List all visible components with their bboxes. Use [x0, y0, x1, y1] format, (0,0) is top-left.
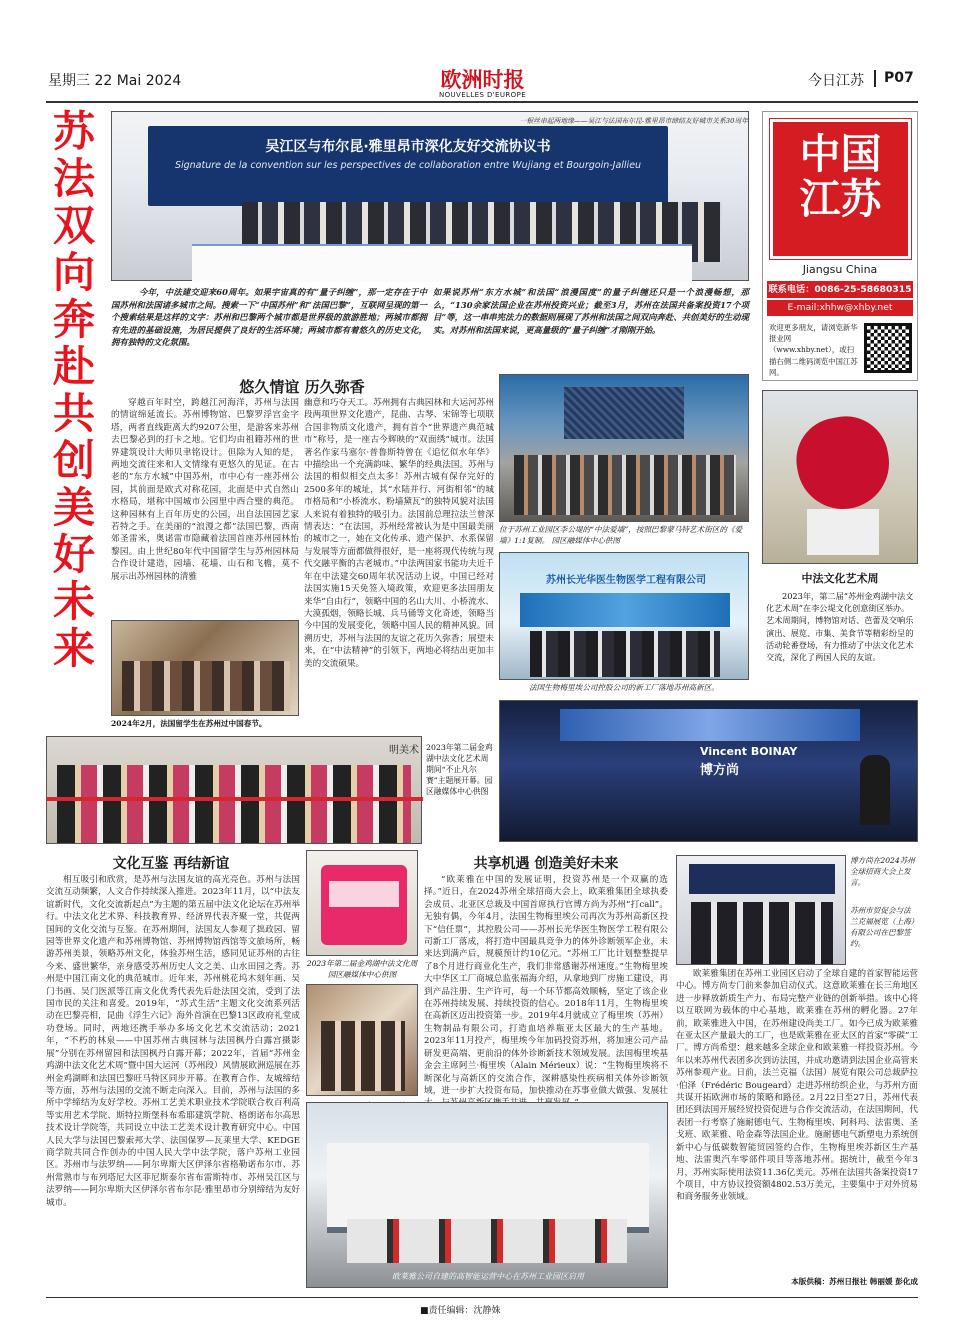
contact-email[interactable]: E-mail:xhhw@xhby.net — [767, 300, 913, 316]
header-rule — [46, 101, 918, 103]
factory-photo — [499, 552, 749, 680]
warehouse-caption: 欧莱雅公司自建的高智能运营中心在苏州工业园区启用 — [392, 1272, 584, 1281]
header — [0, 0, 965, 100]
qr-code-icon[interactable] — [864, 323, 912, 373]
love-wall-caption: 位于苏州工业园区李公堤的“中法爱墙”，按照巴黎蒙马特艺术街区的《爱墙》1:1复制。 园区融媒体中心供图 — [499, 525, 743, 545]
students-caption: 2024年2月，法国留学生在苏州过中国春节。 — [111, 719, 267, 728]
ribbon — [47, 797, 423, 801]
warehouse-photo — [306, 1102, 668, 1288]
factory-guests — [530, 631, 720, 677]
signing-photo — [676, 855, 846, 965]
investor-name: Vincent BOINAY — [700, 745, 798, 758]
jiangsu-box — [762, 111, 918, 381]
crowd — [514, 455, 736, 515]
opening-caption: 2023年第二届金鸡湖中法文化艺术周期间“不止凡尔赛”主题展开幕。园区融媒体中心供图 — [426, 743, 493, 796]
students-group — [122, 661, 290, 711]
opening-label: 明美术 — [389, 745, 419, 756]
welcome-text: 欢迎更多朋友，请浏览新华报业网（www.xhby.net），或扫描右侧二维码浏览中国江苏网。 — [769, 323, 858, 377]
art-week-text: 2023年，第二届“苏州金鸡湖中法文化艺术周”在李公堤文化创意街区举办。艺术周期间，博物馆对话、芭蕾及交响乐演出、展览、市集、美食节等精彩纷呈的活动轮番登场，有力推动了中法文化艺术交流，深化了两国人民的友谊。 — [766, 591, 914, 663]
sculpture-base — [807, 509, 879, 555]
art-week-photo — [762, 390, 918, 564]
header-date: 星期三 22 Mai 2024 — [48, 73, 182, 89]
shop-people — [321, 1021, 405, 1091]
banner-table — [192, 244, 692, 282]
art-week-title: 中法文化艺术周 — [801, 572, 879, 585]
section2-heading: 文化互鉴 再结新谊 — [112, 856, 230, 872]
intro-right: 如果说苏州“东方水城”和法国“浪漫国度”的量子纠缠还只是一个浪漫畅想，那么，“130余家法国企业在苏州投资兴业；截至3月，苏州在法国共备案投资17个项目”等，这一串串宪法力的数据则展现了苏州和法国之间双向奔赴、共创美好的生动现实。对苏州和法国来说，更高量级的“量子纠缠”才刚刚开始。 — [433, 287, 749, 335]
side-title — [46, 108, 102, 733]
logo-cn: 欧洲时报 — [440, 67, 525, 92]
heart-sculpture — [790, 410, 897, 517]
banner-slogan: 一根丝串起两地缘——吴江与法国布尔昆-雅里昂市缔结友好城市关系30周年 — [519, 117, 748, 125]
investor-photo — [499, 700, 918, 842]
jiangsu-logo — [770, 119, 911, 259]
page-credit: 本版供稿：苏州日报社 韩丽媛 彭化成 — [791, 1277, 918, 1286]
section1-heading: 悠久情谊 历久弥香 — [239, 378, 365, 396]
investor-screen — [560, 709, 860, 741]
section1-col2: 幽意和巧夺天工。苏州拥有古典园林和大运河苏州段两项世界文化遗产，昆曲、古琴、宋锦等七项联合国非物质文化遗产，拥有首个“世界遗产典范城市”称号，是一座古今辉映的“双面绣”城市。法国著名作家马塞尔·普鲁斯特曾在《追忆似水年华》中描绘出一个充满韵味、繁华的经典法国。苏州与法国的相似相交点太多！苏州古城有保存完好的2500多年的城址，其“水陆并行、河街相邻”的城市格局和“小桥流水、粉墙黛瓦”的独特风貌对法国人来说有着独特的吸引力。法国前总理拉法兰曾深情表达：“在法国，苏州经常被认为是中国最美丽的城市之一，她在文化传承、遗产保护、水系保留与发展等方面都做得很好，是一座将现代传统与现代交融平衡的古老城市。”中法两国家书能功夫近千年在中法建交60周年状况活动上说，中国已经对法国实施15天免签入境政策，欢迎更多法国朋友来华“自由行”，领略中国的名山大川、小桥流水、大漠孤烟，领略长城、兵马俑等文化奇迹，领略当今中国的发展变化，领略中国人民的精神风貌。回溯历史，苏州与法国的友谊之花历久弥香；展望未来，在“中法精神”的引领下，两地必将结出更加丰美的交流硕果。 — [304, 398, 494, 669]
factory-backdrop — [520, 593, 730, 627]
sign-caption: 苏州市贸促会与法兰克福展览（上海）有限公司在巴黎签约。 — [850, 906, 915, 948]
shop-photo — [306, 984, 418, 1096]
footer-rule — [46, 1297, 918, 1298]
footer-editor: ■责任编辑：沈静姝 — [420, 1306, 501, 1316]
banner-board-cn: 吴江区与布尔昆·雅里昂市深化友好交流协议书 — [265, 139, 551, 155]
intro-left: 今年，中法建交迎来60周年。如果宇宙真的有“量子纠缠”，那一定存在于中国苏州和法国诸多城市之间。搜索一下“中国苏州”和“法国巴黎”，互联网呈现的第一个搜索结果是这样的文字：苏州和巴黎两个城市都是世界级的旅游胜地；两城市都拥有先进的基础设施，为居民提供了良好的生活环境；两城市都有着悠久的历史文化，拥有独特的文化氛围。 — [111, 287, 427, 348]
investor-name-cn: 博方尚 — [700, 763, 740, 778]
logo-fr: NOUVELLES D'EUROPE — [438, 91, 527, 99]
opening-photo — [46, 736, 422, 844]
love-wall-photo — [499, 374, 749, 522]
students-photo — [111, 620, 299, 716]
section3-text: “欧莱雅在中国的发展证明，投资苏州是一个双赢的选择。”近日，在2024苏州全球招商大会上，欧莱雅集团全球执委会成员、北亚区总裁及中国首席执行官博方尚为苏州“打call”。无独有偶，今年4月，法国生物梅里埃公司再次为苏州高新区投下“信任票”，其控股公司——苏州长光华医生物医学工程有限公司新工厂落成，将打造中国最具竞争力的体外诊断领军企业，未来达到满产后，规模预计约10亿元。“苏州工厂比计划整整提早了8个月进行商业化生产，我们非常感谢苏州速度。”生物梅里埃大中华区工厂商城总监张福海介绍，从拿地到厂房施工建设，再到产品注册、生产许可，每一个环节都高效顺畅，坚定了该企业在苏州持续发展、持续投资的信心。2018年11月，生物梅里埃在高新区迈出投资第一步。2019年4月就成立了梅里埃（苏州）生物制品有限公司，打造血培养瓶亚太区最大的生产基地。2023年11月投产，梅里埃今年加码投资苏州，将加速公司产品研发更高端、更前沿的体外诊断新技术领域发展。法国梅里埃基金会主席阿兰·梅里埃（Alain Mérieux）说：“生物梅里埃将不断深化与高新区的交流合作，深耕感染性疾病相关体外诊断领域，进一步扩大投资布局，加快推动在苏事业做大做强、发展壮 — [424, 875, 668, 1096]
jiangsu-en: Jiangsu China — [802, 263, 878, 276]
stall-photo — [306, 850, 418, 956]
banner-board-fr: Signature de la convention sur les perspectives de collaboration entre Wujiang et Bourgoin-Jallieu — [174, 160, 642, 171]
jiangsu-cn: 中国江苏 — [799, 130, 882, 223]
banner-board — [148, 126, 668, 206]
stall-caption: 2023年第二届金鸡湖中法文化周 园区融媒体中心供图 — [306, 959, 418, 979]
side-title-text: 苏法双向奔赴 共创美好未来 — [52, 107, 95, 673]
investor-caption: 博方尚在2024苏州全球招商大会上发言。 — [850, 856, 915, 887]
section-name: 今日江苏 — [808, 73, 864, 89]
warehouse-trucks — [347, 1219, 627, 1263]
contact-phone: 联系电话：0086-25-58680315 — [767, 281, 913, 298]
page-number: P07 — [884, 70, 914, 86]
factory-sign: 苏州长光华医生物医学工程有限公司 — [546, 575, 706, 586]
stage-speaker — [860, 755, 890, 825]
opening-people — [57, 765, 411, 843]
section3-heading: 共享机遇 创造美好未来 — [473, 856, 619, 872]
stall-window — [329, 881, 399, 907]
banner-photo — [111, 111, 749, 281]
signing-people — [691, 902, 833, 964]
love-wall — [564, 387, 684, 439]
section3-continued: 欧莱雅集团在苏州工业园区启动了全球自建的首家智能运营中心。博方尚专门前来参加启动仪式。这意欧莱雅在长三角地区进一步释放新质生产力、布局完整产业链的创新举措。该中心将以互联网为载体的中心基地，欧莱雅在苏州的孵化器。27年前，欧莱雅进入中国，在苏州建设尚美工厂。如今已成为欧莱雅在亚太区产量最大的工厂，也是欧莱雅在亚太区的首家“零碳”工厂。博方尚希望：越来越多全球企业和欧莱雅一样投资苏州。今年以来苏州代表团多次到访法国，并成功邀请到法国企业高管来苏州参观产业。日前，法兰克福（法国）展览有限公司总裁萨拉·伯泽（Frédéric Bougeard）走进苏州纺织企业，与苏州方面共谋开拓欧洲市场的策略和路径。2月22日至27日，苏州代表团还到法国开展经贸投资促进与合作交流活动，在法国期间，代表团一行考察了施耐德电气、生物梅里埃、阿科玛、法雷奥、圣戈班、欧莱雅、哈金森等法国企业。施耐德电气新塑电力系统创新中心与低碳数智能贸园签约合作，生物梅里埃苏新区生产基地、法雷奥汽车零部件项目等落地苏州。据统计，截至今年3月，苏州实际使用法资11.36亿美元。苏州在法国共备案投资17个项目，中方协议投资额4802.53万美元，主要集中于对外贸易和商务服务业领域。 — [676, 969, 918, 1203]
section1-col1: 穿越百年时空，跨越江河海洋，苏州与法国的情谊绵延流长。苏州博物馆、巴黎罗浮宫金字塔，两者直线距离大约9207公里，是游客来苏州去巴黎必到的打卡之地。它们均由祖籍苏州的世界建筑设计大师贝聿铭设计。但除为人知的是，两地交流往来和人文情缘有更悠久的见证。在古老的“东方水城”中国苏州，市中心有一座苏州公园，其前面是欧式对称花园，北面是中式自然山水格局，堪称中国城市公园里中西合璧的典范。这种园林有上百年历史的公园，出自法国园艺家若特之手。在美丽的“浪漫之都”法国巴黎，西南郊圣雷米，奥诺雷市隐藏着法国首座苏州园林怡黎园。由上世纪80年代中国留学生与苏州园林局合作设计建造，园墙、花墙、山石和飞檐，莫不展示出苏州园林的清雅 — [111, 398, 299, 582]
signing-backdrop — [689, 864, 835, 894]
section-separator — [874, 70, 876, 87]
section2-text: 相互吸引和欣赏，是苏州与法国友谊的高光亮色。苏州与法国交流互动频繁，人文合作持续深入推进。2023年11月，以“中法友谊新时代，文化交流新起点”为主题的第五届中法文化论坛在苏州举行。中法文化艺术界、科技教育界、经济界代表齐聚一堂，共促两国间的文化交流与互鉴。在苏州期间，法国友人参观了拙政园、留园等世界文化遗产和苏州博物馆、苏州博物馆西馆等文旅场所，畅游苏州美景，领略苏州文化，体验苏州生活，感同见证苏州的古往今来、盛世繁华，亲身感受苏州历史人文之美、山水田园之秀。苏州是中国江南文化的典范城市。近年来，苏州桃花坞木刻年画、吴门书画、吴门医派等江南文化优秀代表先后赴法国交流，受到了法国市民的关注和喜爱。2019年，“苏式生活”主题文化交流系列活动在巴黎亮相，昆曲《浮生六记》海外首演在巴黎13区政府礼堂成功登场。同时，两地还携手举办多场文化艺术交流活动；2021年，“不朽的林泉——中国苏州古典园林与法国枫丹白露宫摄影展”分别在苏州留园和法国枫丹白露开幕；2022年，首届“苏州金鸡湖中法文化艺术周”暨中国大运河（苏州段）风情展欧洲巡展在苏州金鸡湖畔和法国巴黎旺马特区同步开幕。在教育合作、友城缔结等方面，苏州与法国的交流不断走向深入。目前，苏州与法国的多所中学缔结为友好学校。苏州工艺美术职业技术学院联合枚百利高等实用艺术学院、斯特拉斯堡科布希耶建筑学院、格朗诺布尔高思技术设计学院等，共同设立中法工艺美术设计教育研究中心。中国人民大学与法国巴黎索邦大学、法国保罗—瓦莱里大学、KEDGE商学院共同合作创办的中国人民大学中法学院，落户苏州工业园区。苏州市与法罗纳——阿尔卑斯大区伊泽尔省格勒诺布尔市、苏州常熟市与布列塔尼大区菲尼斯泰尔省布雷斯特市、苏州吴江区与法罗纳——阿尔卑斯大区伊泽尔省布尔昆·雅里昂市分别缔结为友好城市。 — [46, 875, 300, 1208]
factory-caption: 法国生物梅里埃公司控股公司的新工厂落地苏州高新区。 — [529, 683, 719, 692]
